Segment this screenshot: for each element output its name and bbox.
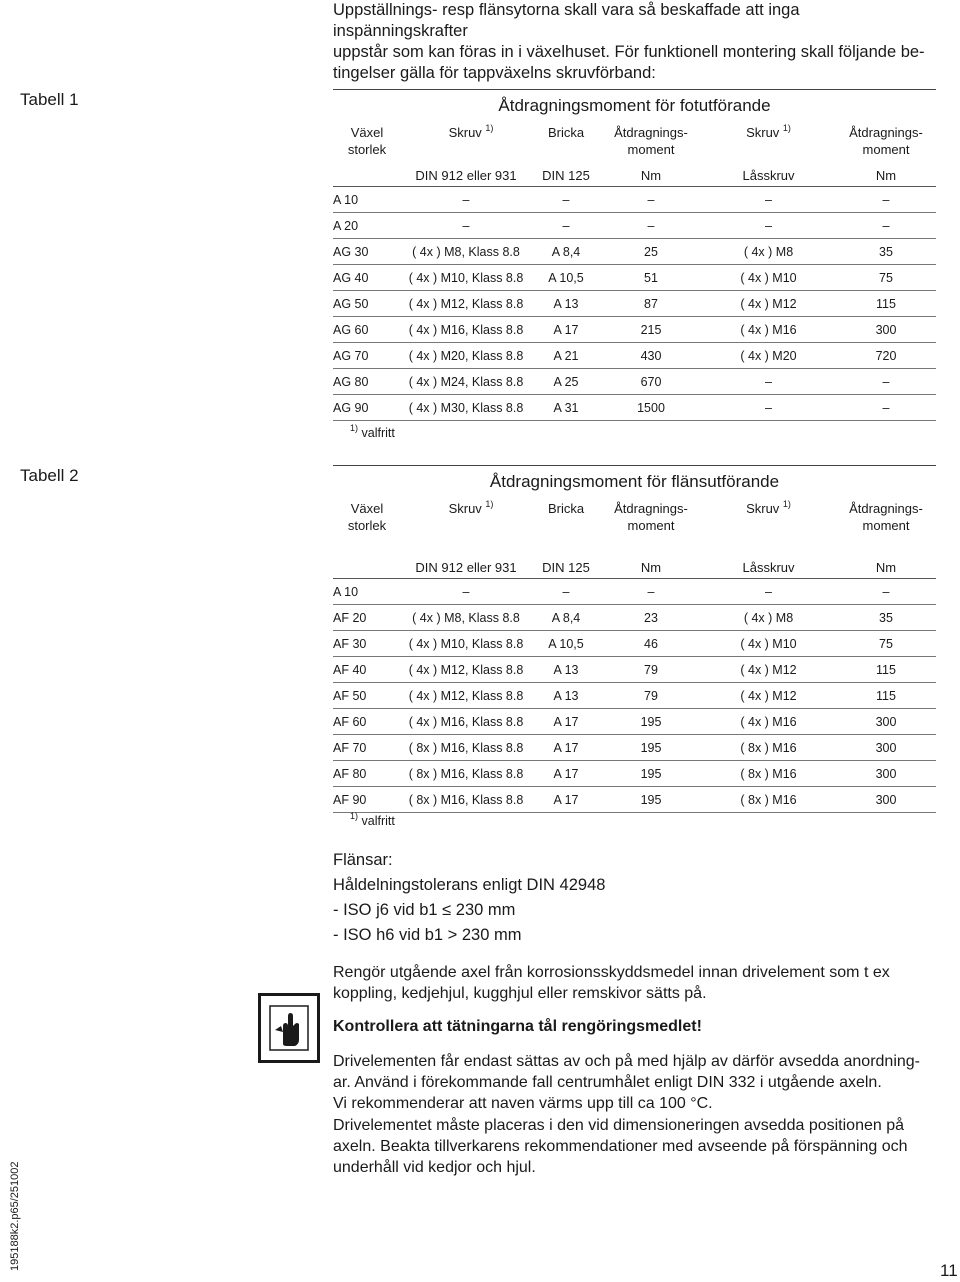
table2-top-rule bbox=[333, 465, 936, 466]
table-cell: A 17 bbox=[553, 322, 579, 337]
table-cell: 300 bbox=[875, 322, 897, 337]
table-cell: 720 bbox=[875, 348, 897, 363]
table-row bbox=[333, 187, 936, 213]
warning-text: Kontrollera att tätningarna tål rengöringsmedlet! bbox=[333, 1018, 702, 1035]
table-cell: ( 4x ) M20, Klass 8.8 bbox=[408, 348, 524, 363]
table-cell: A 17 bbox=[553, 766, 579, 781]
table-cell: 23 bbox=[644, 610, 658, 625]
table1-body bbox=[333, 187, 936, 421]
table-cell: A 13 bbox=[553, 688, 579, 703]
table-cell: – bbox=[765, 218, 772, 233]
table-cell: ( 4x ) M24, Klass 8.8 bbox=[408, 374, 524, 389]
table-cell: – bbox=[647, 218, 655, 233]
header-screw-2: Skruv $^{1)}$ bbox=[746, 499, 791, 516]
table-cell: A 17 bbox=[553, 714, 579, 729]
table-cell: ( 4x ) M12, Klass 8.8 bbox=[408, 688, 524, 703]
table-row bbox=[333, 787, 936, 813]
intro-line: uppstår som kan föras in i växelhuset. För funktionell montering skall följande be- bbox=[333, 43, 925, 61]
table-cell: – bbox=[882, 374, 890, 389]
table-cell: 115 bbox=[876, 688, 896, 703]
header-torque-2: Åtdragnings- moment bbox=[849, 501, 923, 533]
table-cell: ( 4x ) M12 bbox=[740, 296, 797, 311]
table-cell: AF 70 bbox=[333, 740, 367, 755]
table-cell: A 17 bbox=[553, 740, 579, 755]
table-cell: 75 bbox=[879, 636, 893, 651]
note-line: axeln. Beakta tillverkarens rekommendationer med avseende på förspänning och bbox=[333, 1138, 908, 1155]
table-row bbox=[333, 735, 936, 761]
table-cell: A 20 bbox=[333, 218, 359, 233]
unit-cell: Nm bbox=[640, 167, 662, 183]
page-number: 11 bbox=[940, 1261, 958, 1280]
table-cell: AG 50 bbox=[333, 296, 369, 311]
table-row bbox=[333, 395, 936, 421]
table-cell: 195 bbox=[640, 792, 662, 807]
header-screw: Skruv $^{1)}$ bbox=[448, 499, 494, 516]
table-cell: ( 4x ) M10, Klass 8.8 bbox=[408, 636, 524, 651]
table-cell: AG 90 bbox=[333, 400, 369, 415]
flange-line: - ISO j6 vid b1 ≤ 230 mm bbox=[333, 901, 516, 919]
table-cell: AF 80 bbox=[333, 766, 367, 781]
table-cell: 35 bbox=[879, 244, 893, 259]
table-cell: AG 80 bbox=[333, 374, 369, 389]
table-cell: – bbox=[562, 218, 570, 233]
table-row bbox=[333, 343, 936, 369]
table-cell: – bbox=[765, 192, 772, 207]
intro-line: Uppställnings- resp flänsytorna skall vara så beskaffade att inga inspänningskrafter bbox=[333, 1, 800, 40]
table-cell: – bbox=[765, 584, 772, 599]
flange-heading: Flänsar: bbox=[333, 851, 393, 869]
table-cell: A 10,5 bbox=[548, 270, 584, 285]
unit-cell: Nm bbox=[875, 167, 897, 183]
table-cell: 51 bbox=[644, 270, 658, 285]
unit-cell: Nm bbox=[875, 559, 897, 575]
header-screw-2: Skruv $^{1)}$ bbox=[746, 123, 791, 140]
table-cell: 79 bbox=[644, 688, 658, 703]
table-cell: AG 30 bbox=[333, 244, 369, 259]
table-cell: 300 bbox=[875, 766, 897, 781]
header-screw: Skruv $^{1)}$ bbox=[448, 123, 494, 140]
table-row bbox=[333, 291, 936, 317]
table-cell: A 8,4 bbox=[551, 610, 581, 625]
table-cell: 195 bbox=[640, 714, 662, 729]
table-cell: – bbox=[462, 192, 470, 207]
table2-header bbox=[333, 500, 936, 556]
table2-label: Tabell 2 bbox=[20, 466, 79, 485]
table-cell: – bbox=[882, 218, 890, 233]
table1-top-rule bbox=[333, 89, 936, 90]
table-cell: 35 bbox=[879, 610, 893, 625]
table-cell: – bbox=[562, 584, 570, 599]
table-cell: ( 4x ) M8, Klass 8.8 bbox=[412, 244, 520, 259]
table-cell: 300 bbox=[875, 714, 897, 729]
table-cell: A 8,4 bbox=[551, 244, 581, 259]
table-cell: A 31 bbox=[553, 400, 579, 415]
table-cell: ( 4x ) M10 bbox=[740, 636, 797, 651]
table-row bbox=[333, 213, 936, 239]
table-cell: AF 40 bbox=[333, 662, 367, 677]
table-cell: AF 60 bbox=[333, 714, 367, 729]
table-cell: ( 4x ) M12 bbox=[740, 688, 797, 703]
table-cell: ( 4x ) M16 bbox=[740, 322, 797, 337]
table1-footnote: $^{1)}$ valfritt bbox=[350, 423, 395, 440]
flange-line: Håldelningstolerans enligt DIN 42948 bbox=[333, 876, 606, 894]
table-cell: A 10 bbox=[333, 192, 359, 207]
unit-cell: Nm bbox=[640, 559, 662, 575]
table-cell: – bbox=[647, 192, 655, 207]
table-row bbox=[333, 709, 936, 735]
note-line: Rengör utgående axel från korrosionsskyddsmedel innan drivelement som t ex bbox=[333, 964, 890, 981]
table-cell: A 10 bbox=[333, 584, 359, 599]
table-cell: A 13 bbox=[553, 296, 579, 311]
table-row bbox=[333, 579, 936, 605]
table-cell: ( 4x ) M30, Klass 8.8 bbox=[408, 400, 524, 415]
table2-footnote: $^{1)}$ valfritt bbox=[350, 811, 395, 828]
table-cell: 87 bbox=[644, 296, 658, 311]
table-row bbox=[333, 631, 936, 657]
placement-note bbox=[333, 1115, 933, 1178]
table-cell: A 21 bbox=[553, 348, 579, 363]
table2 bbox=[333, 465, 936, 813]
table-cell: – bbox=[882, 584, 890, 599]
note-line: Vi rekommenderar att naven värms upp till ca 100 °C. bbox=[333, 1095, 713, 1112]
header-washer: Bricka bbox=[547, 501, 585, 516]
note-line: Drivelementet måste placeras i den vid dimensioneringen avsedda positionen på bbox=[333, 1117, 904, 1134]
table-row bbox=[333, 605, 936, 631]
drive-note bbox=[333, 1051, 933, 1114]
table-row bbox=[333, 657, 936, 683]
table-cell: 300 bbox=[875, 740, 897, 755]
header-washer: Bricka bbox=[547, 125, 585, 140]
hand-note-icon bbox=[258, 993, 320, 1063]
table-cell: 195 bbox=[640, 766, 662, 781]
table-cell: A 13 bbox=[553, 662, 579, 677]
table2-title: Åtdragningsmoment för flänsutförande bbox=[489, 472, 780, 491]
table-cell: – bbox=[882, 192, 890, 207]
table-cell: ( 4x ) M12 bbox=[740, 662, 797, 677]
intro-text bbox=[333, 0, 933, 84]
table-cell: – bbox=[647, 584, 655, 599]
table-cell: 300 bbox=[875, 792, 897, 807]
header-torque-2: Åtdragnings- moment bbox=[849, 125, 923, 157]
table1-label: Tabell 1 bbox=[20, 90, 79, 109]
note-line: underhåll vid kedjor och hjul. bbox=[333, 1159, 536, 1176]
table-row bbox=[333, 317, 936, 343]
table-cell: ( 4x ) M8 bbox=[743, 610, 794, 625]
flange-line: - ISO h6 vid b1 > 230 mm bbox=[333, 926, 522, 944]
table-cell: ( 4x ) M8 bbox=[743, 244, 794, 259]
table-cell: 115 bbox=[876, 296, 896, 311]
unit-cell: DIN 125 bbox=[542, 559, 590, 575]
document-code: 195188k2.p65/251002 bbox=[9, 1161, 21, 1271]
table-cell: A 10,5 bbox=[548, 636, 584, 651]
table-cell: ( 4x ) M16 bbox=[740, 714, 797, 729]
table-cell: 670 bbox=[640, 374, 662, 389]
table2-body bbox=[333, 579, 936, 813]
note-line: ar. Använd i förekommande fall centrumhålet enligt DIN 332 i utgående axeln. bbox=[333, 1074, 882, 1091]
table-cell: 430 bbox=[640, 348, 662, 363]
unit-cell: DIN 912 eller 931 bbox=[415, 559, 517, 575]
table-cell: ( 8x ) M16, Klass 8.8 bbox=[408, 792, 524, 807]
table-cell: AF 30 bbox=[333, 636, 367, 651]
table-cell: AF 50 bbox=[333, 688, 367, 703]
table-cell: AF 90 bbox=[333, 792, 367, 807]
table1 bbox=[333, 89, 936, 421]
table-cell: ( 4x ) M16, Klass 8.8 bbox=[408, 714, 524, 729]
table-cell: ( 8x ) M16 bbox=[740, 792, 797, 807]
table-cell: ( 8x ) M16, Klass 8.8 bbox=[408, 740, 524, 755]
table-cell: ( 4x ) M16, Klass 8.8 bbox=[408, 322, 524, 337]
table-cell: – bbox=[562, 192, 570, 207]
table-cell: 79 bbox=[644, 662, 658, 677]
table-cell: ( 4x ) M10 bbox=[740, 270, 797, 285]
table-cell: 75 bbox=[879, 270, 893, 285]
unit-cell: Låsskruv bbox=[742, 167, 795, 183]
table-cell: – bbox=[765, 374, 772, 389]
table-cell: – bbox=[462, 584, 470, 599]
table-cell: A 17 bbox=[553, 792, 579, 807]
table-cell: 215 bbox=[640, 322, 662, 337]
table-row bbox=[333, 369, 936, 395]
table-cell: 195 bbox=[640, 740, 662, 755]
table-cell: A 25 bbox=[553, 374, 579, 389]
table-row bbox=[333, 265, 936, 291]
table-row bbox=[333, 683, 936, 709]
header-size: Växel storlek bbox=[347, 125, 387, 157]
table-cell: 1500 bbox=[637, 400, 665, 415]
table-cell: ( 8x ) M16 bbox=[740, 740, 797, 755]
table-cell: ( 4x ) M10, Klass 8.8 bbox=[408, 270, 524, 285]
table2-units-row bbox=[333, 556, 936, 579]
header-torque: Åtdragnings- moment bbox=[614, 501, 688, 533]
unit-cell: DIN 125 bbox=[542, 167, 590, 183]
unit-cell: DIN 912 eller 931 bbox=[415, 167, 517, 183]
table-cell: – bbox=[462, 218, 470, 233]
table-row bbox=[333, 239, 936, 265]
table1-units-row bbox=[333, 164, 936, 187]
table-cell: ( 4x ) M12, Klass 8.8 bbox=[408, 662, 524, 677]
header-size: Växel storlek bbox=[347, 501, 387, 533]
table1-title: Åtdragningsmoment för fotutförande bbox=[498, 96, 771, 115]
table-cell: AG 60 bbox=[333, 322, 369, 337]
table-row bbox=[333, 761, 936, 787]
table-cell: – bbox=[882, 400, 890, 415]
seal-warning bbox=[333, 1016, 933, 1037]
cleaning-note bbox=[333, 962, 933, 1004]
header-torque: Åtdragnings- moment bbox=[614, 125, 688, 157]
table-cell: ( 8x ) M16, Klass 8.8 bbox=[408, 766, 524, 781]
table-cell: ( 4x ) M20 bbox=[740, 348, 797, 363]
note-line: Drivelementen får endast sättas av och på med hjälp av därför avsedda anordning- bbox=[333, 1053, 921, 1070]
table-cell: ( 4x ) M12, Klass 8.8 bbox=[408, 296, 524, 311]
table-cell: – bbox=[765, 400, 772, 415]
table-cell: 25 bbox=[644, 244, 658, 259]
table-cell: ( 4x ) M8, Klass 8.8 bbox=[412, 610, 520, 625]
table-cell: AG 70 bbox=[333, 348, 369, 363]
table-cell: ( 8x ) M16 bbox=[740, 766, 797, 781]
flange-tolerances bbox=[333, 848, 605, 948]
table-cell: 46 bbox=[644, 636, 658, 651]
table1-header bbox=[333, 124, 936, 164]
unit-cell: Låsskruv bbox=[742, 559, 795, 575]
table-cell: AG 40 bbox=[333, 270, 369, 285]
table-cell: 115 bbox=[876, 662, 896, 677]
intro-line: tingelser gälla för tappväxelns skruvförband: bbox=[333, 64, 656, 82]
note-line: koppling, kedjehjul, kugghjul eller remskivor sätts på. bbox=[333, 985, 707, 1002]
table-cell: AF 20 bbox=[333, 610, 367, 625]
